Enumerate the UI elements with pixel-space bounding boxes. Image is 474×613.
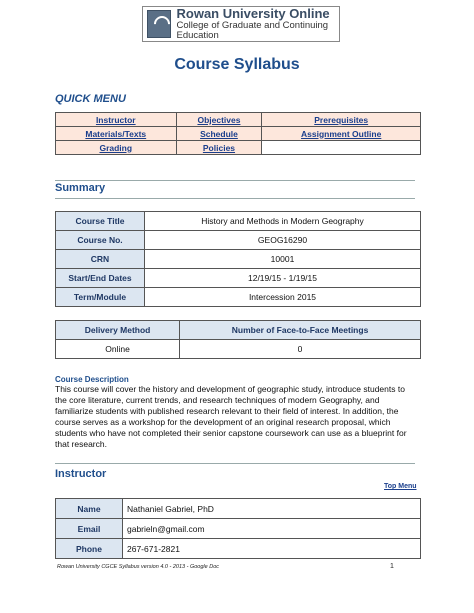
page-number: 1: [390, 563, 394, 570]
instructor-rule-top: [55, 463, 415, 464]
summary-label: Start/End Dates: [56, 269, 145, 288]
table-row: [56, 231, 421, 250]
university-logo: [142, 6, 340, 42]
summary-heading: Summary: [55, 182, 106, 194]
summary-label: Course No.: [56, 231, 145, 250]
summary-label: Course Title: [56, 212, 145, 231]
summary-rule-bottom: [55, 198, 415, 199]
table-row: [56, 250, 421, 269]
instructor-label: Phone: [56, 539, 123, 559]
summary-value: History and Methods in Modern Geography: [145, 212, 421, 231]
summary-value: 10001: [145, 250, 421, 269]
summary-rule-top: [55, 180, 415, 181]
quick-menu-heading: QUICK MENU: [55, 93, 126, 105]
menu-link-grading[interactable]: Grading: [56, 141, 177, 155]
menu-link-materials[interactable]: Materials/Texts: [56, 127, 177, 141]
summary-table: [55, 211, 421, 307]
summary-label: CRN: [56, 250, 145, 269]
summary-value: Intercession 2015: [145, 288, 421, 307]
wifi-laptop-icon: [147, 10, 171, 38]
table-row: [56, 321, 421, 340]
top-menu-link[interactable]: Top Menu: [384, 483, 417, 490]
delivery-table: [55, 320, 421, 359]
table-row: [56, 212, 421, 231]
table-row: [56, 519, 421, 539]
table-row: [56, 288, 421, 307]
instructor-table: [55, 498, 421, 559]
menu-link-objectives[interactable]: Objectives: [176, 113, 262, 127]
instructor-phone: 267-671-2821: [123, 539, 421, 559]
delivery-method-value: Online: [56, 340, 180, 359]
logo-title: Rowan University Online: [176, 6, 330, 22]
menu-link-instructor[interactable]: Instructor: [56, 113, 177, 127]
course-description-heading: Course Description: [55, 375, 129, 384]
instructor-name: Nathaniel Gabriel, PhD: [123, 499, 421, 519]
summary-value: GEOG16290: [145, 231, 421, 250]
delivery-method-header: Delivery Method: [56, 321, 180, 340]
meetings-header: Number of Face-to-Face Meetings: [180, 321, 421, 340]
summary-value: 12/19/15 - 1/19/15: [145, 269, 421, 288]
logo-subtitle: College of Graduate and Continuing Education: [176, 19, 329, 41]
instructor-label: Email: [56, 519, 123, 539]
menu-link-assignment-outline[interactable]: Assignment Outline: [262, 127, 421, 141]
table-row: [56, 269, 421, 288]
quick-menu-table: [55, 112, 421, 155]
summary-label: Term/Module: [56, 288, 145, 307]
instructor-label: Name: [56, 499, 123, 519]
instructor-email: gabrieln@gmail.com: [123, 519, 421, 539]
table-row: [56, 499, 421, 519]
menu-link-schedule[interactable]: Schedule: [176, 127, 262, 141]
table-row: [56, 340, 421, 359]
menu-link-policies[interactable]: Policies: [176, 141, 262, 155]
instructor-heading: Instructor: [55, 468, 107, 480]
meetings-value: 0: [180, 340, 421, 359]
page-footer: Rowan University CGCE Syllabus version 4.0 - 2013 - Google Doc: [57, 564, 220, 570]
table-row: [56, 539, 421, 559]
page-title: Course Syllabus: [174, 56, 300, 73]
course-description: This course will cover the history and development of geographic study, introduce students to the core literature, current trends, and research techniques of modern Geography, and familiarize students with published research relevant to their field of interest. In addition, the course serves as a workshop for the development of an original research proposal, which students who have not completed their senior capstone coursework can use as a blueprint for that research.: [55, 384, 407, 449]
menu-link-prerequisites[interactable]: Prerequisites: [262, 113, 421, 127]
menu-empty-cell: [262, 141, 421, 155]
